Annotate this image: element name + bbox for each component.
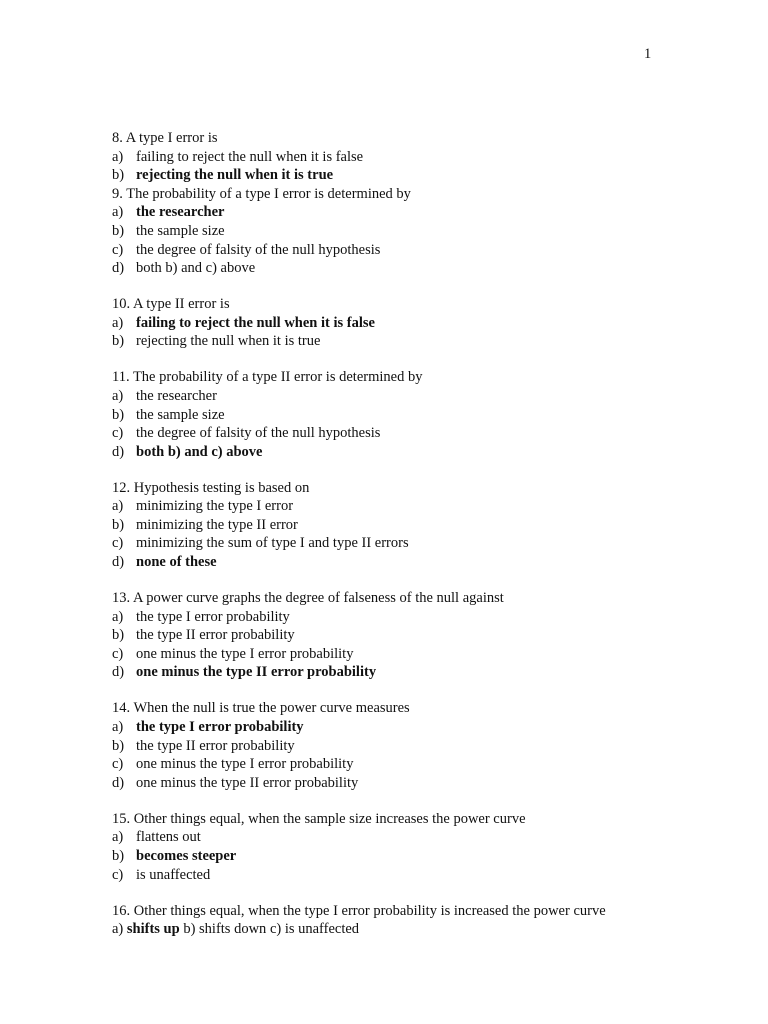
option-letter: b): [112, 516, 125, 533]
option-text: one minus the type II error probability: [136, 664, 377, 681]
question-9: [112, 185, 712, 278]
question-stem: 9. The probability of a type I error is determined by: [112, 185, 411, 202]
answer-option: [112, 241, 712, 260]
question-stem: 14. When the null is true the power curve measures: [112, 700, 410, 717]
answer-option-correct: [112, 663, 712, 682]
option-text: failing to reject the null when it is false: [136, 148, 364, 165]
option-text: minimizing the sum of type I and type II errors: [136, 535, 409, 552]
option-text: both b) and c) above: [136, 260, 256, 277]
option-text: one minus the type I error probability: [136, 645, 354, 662]
question-stem: 11. The probability of a type II error is determined by: [112, 369, 423, 386]
question-stem: 13. A power curve graphs the degree of falseness of the null against: [112, 590, 504, 607]
option-text: becomes steeper: [136, 847, 237, 864]
option-text: the type II error probability: [136, 737, 295, 754]
option-text: minimizing the type I error: [136, 498, 294, 515]
answer-option: [112, 148, 712, 167]
spacer: [112, 792, 712, 809]
option-letter: b): [112, 737, 125, 754]
option-text: the degree of falsity of the null hypothesis: [136, 425, 381, 442]
answer-option: [112, 626, 712, 645]
answer-option-correct: [112, 166, 712, 185]
option-letter: b): [112, 627, 125, 644]
answer-option: [112, 774, 712, 793]
option-letter: b): [112, 847, 125, 864]
answer-option-correct: [112, 847, 712, 866]
answer-option: [112, 608, 712, 627]
option-letter: b): [112, 167, 125, 184]
answer-option: [112, 222, 712, 241]
option-text: rejecting the null when it is true: [136, 333, 321, 350]
option-letter: a): [112, 387, 124, 404]
option-text: one minus the type II error probability: [136, 774, 359, 791]
question-stem: 10. A type II error is: [112, 296, 230, 313]
option-text: the researcher: [136, 204, 225, 221]
option-letter: b): [183, 921, 196, 938]
question-10: [112, 295, 712, 351]
spacer: [112, 351, 712, 368]
option-letter: c): [112, 535, 124, 552]
option-text: is unaffected: [136, 866, 211, 883]
spacer: [112, 884, 712, 901]
answer-option: [112, 387, 712, 406]
question-16: [112, 902, 712, 939]
answer-option: [112, 332, 712, 351]
answer-option-correct: [112, 718, 712, 737]
answer-option-correct: [112, 203, 712, 222]
option-letter: d): [112, 260, 125, 277]
question-stem: 8. A type I error is: [112, 130, 218, 146]
option-letter: d): [112, 664, 125, 681]
option-text: is unaffected: [284, 921, 360, 938]
option-letter: d): [112, 554, 125, 571]
spacer: [112, 682, 712, 699]
option-text: the type I error probability: [136, 608, 290, 625]
question-stem: 15. Other things equal, when the sample size increases the power curve: [112, 810, 526, 827]
option-text: one minus the type I error probability: [136, 756, 354, 773]
option-letter: c): [112, 425, 124, 442]
answer-option: [112, 645, 712, 664]
option-text: the researcher: [136, 387, 217, 404]
option-text: failing to reject the null when it is false: [136, 314, 375, 331]
answer-option-correct: [112, 553, 712, 572]
option-letter: b): [112, 406, 125, 423]
answer-option: [112, 755, 712, 774]
inline-answer-options: [112, 920, 712, 939]
answer-option: [112, 866, 712, 885]
page-number: 1: [644, 46, 652, 62]
option-letter: b): [112, 333, 125, 350]
answer-option: [112, 516, 712, 535]
answer-option: [112, 497, 712, 516]
option-text: none of these: [136, 554, 217, 571]
option-letter: c): [112, 241, 124, 258]
option-letter: a): [112, 718, 124, 735]
option-text: the type II error probability: [136, 627, 295, 644]
answer-option-correct: [112, 443, 712, 462]
option-letter: c): [112, 756, 124, 773]
option-text: shifts down: [199, 921, 267, 938]
option-letter: a): [112, 498, 124, 515]
option-text-correct: shifts up: [126, 921, 180, 938]
option-letter: a): [112, 829, 124, 846]
option-text: rejecting the null when it is true: [136, 167, 334, 184]
option-letter: c): [112, 866, 124, 883]
option-letter: a): [112, 204, 124, 221]
option-letter: a): [112, 608, 124, 625]
option-letter: a): [112, 921, 124, 938]
option-text: the type I error probability: [136, 718, 304, 735]
answer-option: [112, 828, 712, 847]
option-letter: c): [112, 645, 124, 662]
question-14: [112, 699, 712, 792]
question-13: [112, 589, 712, 682]
option-text: the degree of falsity of the null hypothesis: [136, 241, 381, 258]
option-letter: d): [112, 774, 125, 791]
question-stem: 16. Other things equal, when the type I error probability is increased the power curve: [112, 902, 606, 919]
answer-option: [112, 406, 712, 425]
option-letter: d): [112, 443, 125, 460]
question-11: [112, 368, 712, 461]
spacer: [112, 461, 712, 478]
spacer: [112, 572, 712, 589]
question-8: [112, 129, 712, 185]
answer-option: [112, 737, 712, 756]
answer-option: [112, 259, 712, 278]
option-text: the sample size: [136, 406, 225, 423]
question-stem: 12. Hypothesis testing is based on: [112, 479, 310, 496]
answer-option-correct: [112, 314, 712, 333]
option-letter: b): [112, 222, 125, 239]
option-text: minimizing the type II error: [136, 516, 298, 533]
question-15: [112, 810, 712, 884]
option-letter: a): [112, 148, 124, 165]
option-text: the sample size: [136, 222, 225, 239]
option-letter: c): [269, 921, 282, 938]
answer-option: [112, 424, 712, 443]
spacer: [112, 278, 712, 295]
answer-option: [112, 534, 712, 553]
option-text: flattens out: [136, 829, 201, 846]
option-text: both b) and c) above: [136, 443, 263, 460]
option-letter: a): [112, 314, 124, 331]
question-12: [112, 479, 712, 572]
question-list: [112, 129, 712, 939]
